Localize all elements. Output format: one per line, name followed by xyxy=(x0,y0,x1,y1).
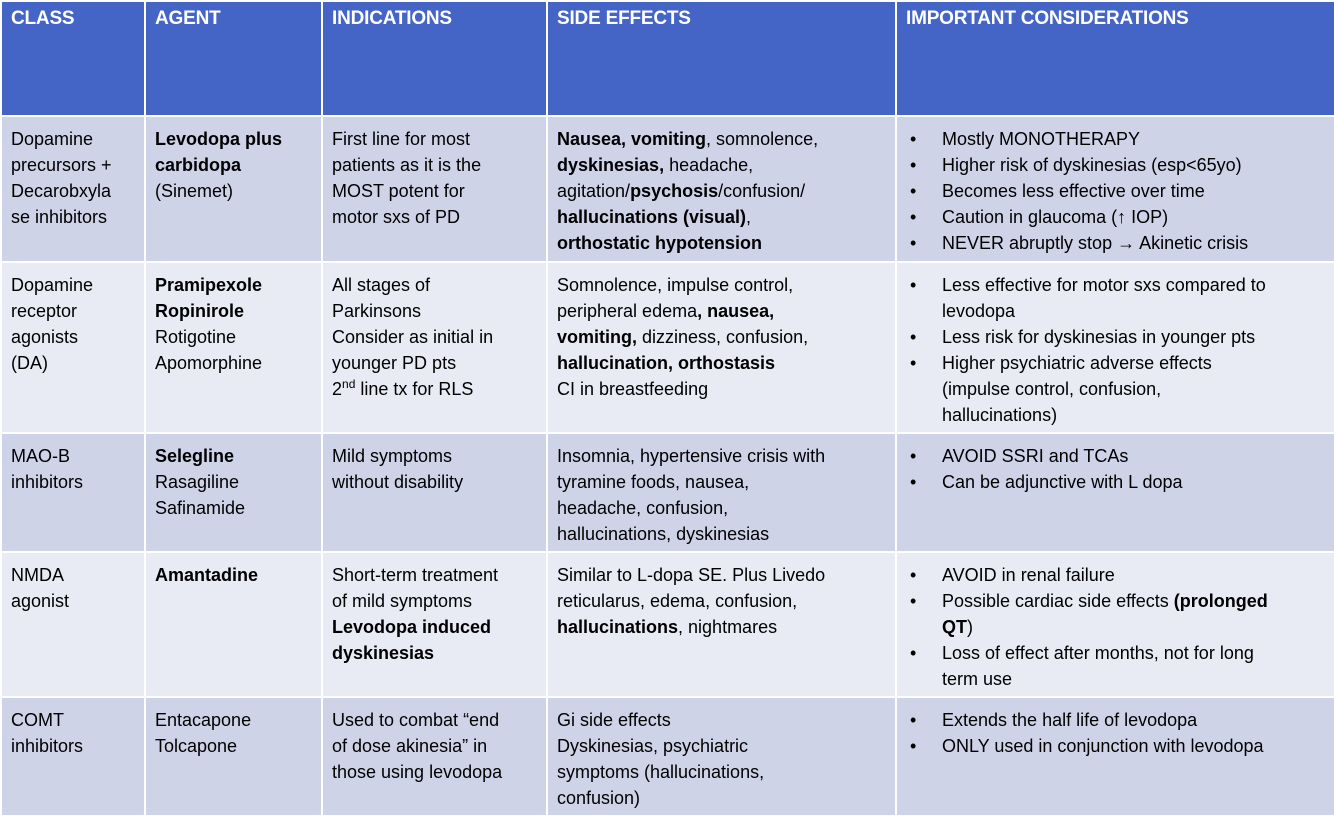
class-line: COMT xyxy=(11,710,64,730)
agent-line: Apomorphine xyxy=(155,353,263,373)
consideration-line: • Less effective for motor sxs compared to xyxy=(942,275,1266,295)
se-line: Similar to L-dopa SE. Plus Livedo xyxy=(557,565,826,585)
se-line xyxy=(557,298,889,324)
indications-cell xyxy=(322,116,547,262)
indication-line: without disability xyxy=(332,472,464,492)
consideration-bold: (prolonged xyxy=(1173,591,1268,611)
consideration-line: term use xyxy=(942,669,1013,689)
se-text: , nightmares xyxy=(678,617,778,637)
class-cell xyxy=(1,433,145,552)
indications-cell xyxy=(322,552,547,697)
header-considerations: IMPORTANT CONSIDERATIONS xyxy=(896,1,1334,116)
consideration-item: • AVOID SSRI and TCAs xyxy=(906,443,1328,469)
indication-line: Levodopa induced xyxy=(332,617,492,637)
class-line: Decarobxyla xyxy=(11,181,112,201)
considerations-list xyxy=(906,272,1328,428)
se-text: dizziness, confusion, xyxy=(637,327,809,347)
indications-cell xyxy=(322,262,547,433)
indication-line: Parkinsons xyxy=(332,301,422,321)
agent-cell xyxy=(145,697,322,816)
consideration-line: hallucinations) xyxy=(942,405,1058,425)
considerations-cell xyxy=(896,433,1334,552)
table-row xyxy=(1,262,1334,433)
class-line: inhibitors xyxy=(11,736,84,756)
header-class: CLASS xyxy=(1,1,145,116)
header-row xyxy=(1,1,1334,116)
indication-line: First line for most xyxy=(332,129,471,149)
se-bold: , nausea, xyxy=(697,301,775,321)
class-line: precursors + xyxy=(11,155,112,175)
agent-cell xyxy=(145,262,322,433)
se-line: Gi side effects xyxy=(557,710,671,730)
consideration-item: • Caution in glaucoma (↑ IOP) xyxy=(906,204,1328,230)
consideration-text: Possible cardiac side effects xyxy=(942,591,1174,611)
se-text: peripheral edema xyxy=(557,301,698,321)
consideration-item: • Becomes less effective over time xyxy=(906,178,1328,204)
agent-line: Ropinirole xyxy=(155,301,244,321)
se-text: headache, xyxy=(664,155,754,175)
se-text: agitation/ xyxy=(557,181,631,201)
se-bold: dyskinesias, xyxy=(557,155,665,175)
consideration-line xyxy=(942,614,1328,640)
se-line xyxy=(557,152,889,178)
indication-line: patients as it is the xyxy=(332,155,482,175)
se-line xyxy=(557,178,889,204)
consideration-item: • AVOID in renal failure xyxy=(906,562,1328,588)
class-line: receptor xyxy=(11,301,78,321)
indication-superscript: nd xyxy=(342,377,356,391)
consideration-line: • Loss of effect after months, not for long xyxy=(942,643,1254,663)
consideration-item: • Higher risk of dyskinesias (esp<65yo) xyxy=(906,152,1328,178)
agent-cell xyxy=(145,433,322,552)
se-line: hallucination, orthostasis xyxy=(557,353,776,373)
se-line xyxy=(557,324,889,350)
se-text: /confusion/ xyxy=(718,181,806,201)
header-indications: INDICATIONS xyxy=(322,1,547,116)
class-line: inhibitors xyxy=(11,472,84,492)
se-bold: vomiting, xyxy=(557,327,637,347)
agent-line: Safinamide xyxy=(155,498,246,518)
se-line: Somnolence, impulse control, xyxy=(557,275,794,295)
table-row xyxy=(1,552,1334,697)
agent-line: Levodopa plus xyxy=(155,129,283,149)
side-effects-cell xyxy=(547,433,896,552)
indication-line: MOST potent for xyxy=(332,181,465,201)
indication-line: Used to combat “end xyxy=(332,710,500,730)
indication-line: dyskinesias xyxy=(332,643,435,663)
consideration-item xyxy=(906,350,1328,428)
agent-line: Selegline xyxy=(155,446,235,466)
class-line: NMDA xyxy=(11,565,64,585)
consideration-item xyxy=(906,272,1328,324)
agent-line: Rasagiline xyxy=(155,472,240,492)
class-cell xyxy=(1,552,145,697)
consideration-item xyxy=(906,640,1328,692)
agent-cell xyxy=(145,116,322,262)
se-bold: hallucinations xyxy=(557,617,679,637)
class-cell xyxy=(1,697,145,816)
indication-line: Consider as initial in xyxy=(332,327,494,347)
side-effects-cell xyxy=(547,262,896,433)
considerations-list xyxy=(906,562,1328,692)
agent-cell xyxy=(145,552,322,697)
se-bold: Nausea, vomiting xyxy=(557,129,707,149)
se-line: orthostatic hypotension xyxy=(557,233,763,253)
indication-line: of mild symptoms xyxy=(332,591,473,611)
class-line: se inhibitors xyxy=(11,207,108,227)
indications-cell xyxy=(322,433,547,552)
se-text: , somnolence, xyxy=(706,129,819,149)
considerations-cell xyxy=(896,697,1334,816)
class-cell xyxy=(1,262,145,433)
considerations-cell xyxy=(896,262,1334,433)
consideration-item: • Mostly MONOTHERAPY xyxy=(906,126,1328,152)
se-line: tyramine foods, nausea, xyxy=(557,472,750,492)
consideration-item: • NEVER abruptly stop → Akinetic crisis xyxy=(906,230,1328,256)
considerations-cell xyxy=(896,116,1334,262)
class-line: agonists xyxy=(11,327,79,347)
class-line: Dopamine xyxy=(11,275,94,295)
se-line: CI in breastfeeding xyxy=(557,379,709,399)
indication-line: Mild symptoms xyxy=(332,446,453,466)
consideration-line: (impulse control, confusion, xyxy=(942,379,1162,399)
se-line: confusion) xyxy=(557,788,641,808)
se-line: headache, confusion, xyxy=(557,498,729,518)
agent-line: Pramipexole xyxy=(155,275,263,295)
side-effects-cell xyxy=(547,116,896,262)
header-agent: AGENT xyxy=(145,1,322,116)
table-row xyxy=(1,116,1334,262)
indications-cell xyxy=(322,697,547,816)
table-row xyxy=(1,697,1334,816)
consideration-item xyxy=(906,588,1328,640)
indication-text: 2 xyxy=(332,379,343,399)
se-line: hallucinations, dyskinesias xyxy=(557,524,770,544)
se-line xyxy=(557,126,889,152)
considerations-list xyxy=(906,707,1328,759)
se-bold: psychosis xyxy=(630,181,719,201)
indication-line: younger PD pts xyxy=(332,353,457,373)
class-cell xyxy=(1,116,145,262)
side-effects-cell xyxy=(547,552,896,697)
consideration-item: • Can be adjunctive with L dopa xyxy=(906,469,1328,495)
indication-line xyxy=(332,376,540,402)
consideration-item: • ONLY used in conjunction with levodopa xyxy=(906,733,1328,759)
considerations-list xyxy=(906,443,1328,495)
class-line: Dopamine xyxy=(11,129,94,149)
side-effects-cell xyxy=(547,697,896,816)
indication-line: motor sxs of PD xyxy=(332,207,461,227)
indication-line: Short-term treatment xyxy=(332,565,499,585)
consideration-line: • Less risk for dyskinesias in younger pts xyxy=(942,327,1256,347)
table-row xyxy=(1,433,1334,552)
consideration-text: ) xyxy=(967,617,973,637)
se-bold: hallucinations (visual) xyxy=(557,207,747,227)
class-line: agonist xyxy=(11,591,70,611)
se-line xyxy=(557,204,889,230)
indication-text: line tx for RLS xyxy=(355,379,474,399)
consideration-bold: QT xyxy=(942,617,967,637)
se-line: Insomnia, hypertensive crisis with xyxy=(557,446,826,466)
indication-line: All stages of xyxy=(332,275,431,295)
agent-line: Entacapone xyxy=(155,710,252,730)
consideration-line: levodopa xyxy=(942,301,1016,321)
agent-line: Amantadine xyxy=(155,565,259,585)
header-side-effects: SIDE EFFECTS xyxy=(547,1,896,116)
indication-line: those using levodopa xyxy=(332,762,503,782)
se-line: Dyskinesias, psychiatric xyxy=(557,736,749,756)
class-line: MAO-B xyxy=(11,446,71,466)
agent-line: Tolcapone xyxy=(155,736,238,756)
consideration-line xyxy=(942,588,1328,614)
agent-line: Rotigotine xyxy=(155,327,237,347)
agent-line: (Sinemet) xyxy=(155,181,234,201)
consideration-item xyxy=(906,324,1328,350)
agent-line: carbidopa xyxy=(155,155,242,175)
class-line: (DA) xyxy=(11,353,48,373)
consideration-line: • Higher psychiatric adverse effects xyxy=(942,353,1212,373)
indication-line: of dose akinesia” in xyxy=(332,736,488,756)
se-line: symptoms (hallucinations, xyxy=(557,762,765,782)
se-line xyxy=(557,614,889,640)
se-line: reticularus, edema, confusion, xyxy=(557,591,798,611)
considerations-list xyxy=(906,126,1328,256)
considerations-cell xyxy=(896,552,1334,697)
consideration-item: • Extends the half life of levodopa xyxy=(906,707,1328,733)
se-text: , xyxy=(746,207,752,227)
